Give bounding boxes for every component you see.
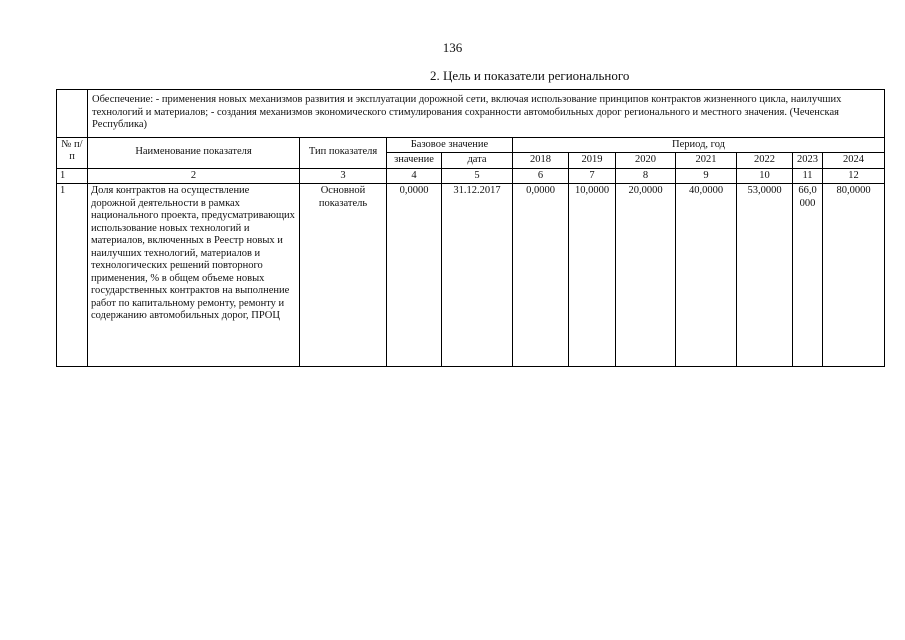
- column-number: 1: [57, 168, 88, 184]
- goal-empty-cell: [57, 90, 88, 138]
- column-number: 2: [88, 168, 300, 184]
- row-value-2024: 80,0000: [823, 184, 885, 367]
- column-number: 3: [300, 168, 387, 184]
- header-period: Период, год: [513, 137, 885, 153]
- indicators-table: [56, 89, 885, 367]
- row-value-2018: 0,0000: [513, 184, 569, 367]
- header-year: 2023: [793, 153, 823, 169]
- page-number: 136: [442, 40, 463, 55]
- header-base: Базовое значение: [387, 137, 513, 153]
- column-number: 5: [442, 168, 513, 184]
- row-base-date: 31.12.2017: [442, 184, 513, 367]
- header-value: значение: [387, 153, 442, 169]
- row-value-2019: 10,0000: [569, 184, 616, 367]
- header-type: Тип показателя: [300, 137, 387, 168]
- goal-row: [57, 90, 885, 138]
- goal-text: Обеспечение: - применения новых механизмов развития и эксплуатации дорожной сети, включая использование принципов контрактов жизненного цикла, наилучших технологий и материалов; - создания механизмов экономического стимулирования сохранности автомобильных дорог регионального и местного значения. (Чеченская Республика): [88, 90, 885, 138]
- column-number: 4: [387, 168, 442, 184]
- header-year: 2021: [676, 153, 737, 169]
- header-year: 2024: [823, 153, 885, 169]
- column-number: 7: [569, 168, 616, 184]
- header-year: 2019: [569, 153, 616, 169]
- header-date: дата: [442, 153, 513, 169]
- header-year: 2018: [513, 153, 569, 169]
- header-name: Наименование показателя: [88, 137, 300, 168]
- row-value-2020: 20,0000: [616, 184, 676, 367]
- column-number: 6: [513, 168, 569, 184]
- table-row: [57, 184, 885, 367]
- row-value-2023: 66,0000: [793, 184, 823, 367]
- header-year: 2022: [737, 153, 793, 169]
- row-indicator-name: Доля контрактов на осуществление дорожной деятельности в рамках национального проекта, предусматривающих использование новых технологий и материалов, включенных в Реестр новых и наилучших технологий, материалов и технологических решений повторного применения, % в общем объеме новых государственных контрактов на выполнение работ по капитальному ремонту, ремонту и содержанию автомобильных дорог, ПРОЦ: [88, 184, 300, 367]
- row-value-2022: 53,0000: [737, 184, 793, 367]
- header-year: 2020: [616, 153, 676, 169]
- row-base-value: 0,0000: [387, 184, 442, 367]
- row-value-2021: 40,0000: [676, 184, 737, 367]
- column-number: 10: [737, 168, 793, 184]
- row-num: 1: [57, 184, 88, 367]
- header-row-1: [57, 137, 885, 153]
- column-number: 11: [793, 168, 823, 184]
- column-number-row: [57, 168, 885, 184]
- column-number: 12: [823, 168, 885, 184]
- row-indicator-type: Основной показатель: [300, 184, 387, 367]
- section-title: 2. Цель и показатели регионального: [430, 68, 630, 83]
- column-number: 8: [616, 168, 676, 184]
- column-number: 9: [676, 168, 737, 184]
- header-num: № п/п: [57, 137, 88, 168]
